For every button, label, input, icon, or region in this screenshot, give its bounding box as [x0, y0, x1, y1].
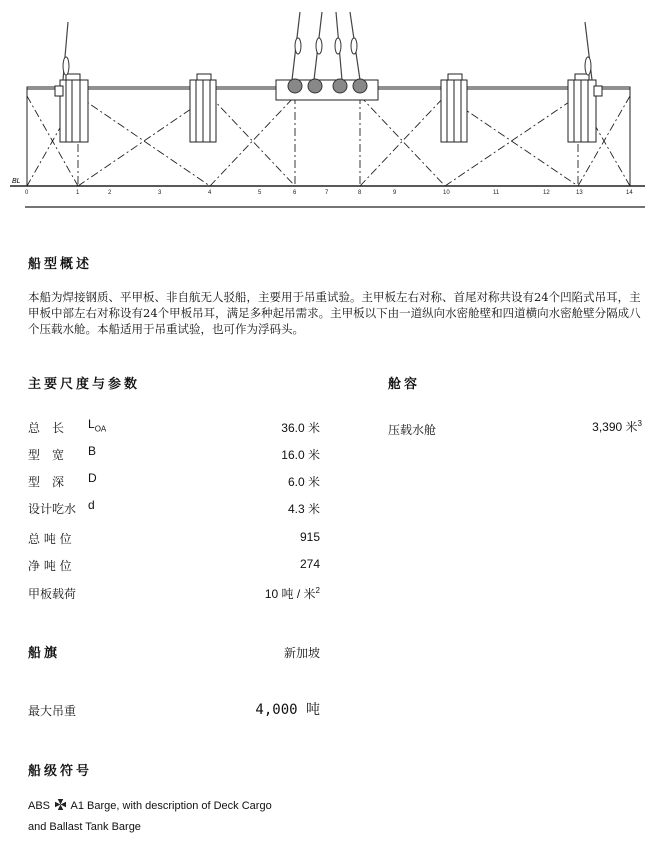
dimension-label: 型 深 — [28, 475, 65, 489]
lifting-lug-4 — [568, 74, 602, 142]
frame-number: 14 — [626, 190, 633, 196]
dimension-value: 36.0 米 — [281, 421, 320, 435]
class-line-1: ABS A1 Barge, with description of Deck Cargo — [28, 800, 272, 812]
frame-number: 6 — [293, 190, 297, 196]
dimensions-title: 主要尺度与参数 — [28, 377, 141, 392]
frame-number: 2 — [108, 190, 112, 196]
frame-number: 3 — [158, 190, 162, 196]
dimension-value: 10 吨 / 米$^2$ — [264, 586, 320, 601]
dimension-symbol: B — [88, 444, 97, 458]
max-lift-label: 最大吊重 — [28, 704, 77, 718]
dimension-symbol: d — [88, 498, 95, 512]
frame-number: 4 — [208, 190, 212, 196]
maltese-cross-icon — [55, 799, 66, 810]
class-line-2: and Ballast Tank Barge — [28, 821, 141, 833]
dimension-symbol: D — [88, 471, 97, 485]
frame-number: 8 — [358, 190, 362, 196]
max-lift-value: 4,000 吨 — [255, 702, 320, 718]
flag-value: 新加坡 — [283, 646, 320, 660]
lifting-lug-1 — [55, 74, 88, 142]
dimension-label: 总 长 — [28, 421, 65, 435]
frame-number: 5 — [258, 190, 262, 196]
dimension-label: 总 吨 位 — [28, 532, 72, 546]
dimension-value: 915 — [299, 530, 320, 544]
dimension-label: 甲板载荷 — [28, 587, 77, 601]
frame-number: 7 — [325, 190, 329, 196]
dimension-symbol: $L_{OA}$ — [88, 417, 107, 434]
overview-text: 本船为焊接钢质、平甲板、非自航无人驳船，主要用于吊重试验。主甲板左右对称、首尾对称共设有24个凹陷式吊耳，主甲板中部左右对称设有24个甲板吊耳，满足多种起吊需求。主甲板以下由一道纵向水密舱壁和四道横向水密舱壁分隔成八个压载水舱。本船适用于吊重试验，也可作为浮码头。 — [28, 290, 641, 336]
class-title: 船级符号 — [28, 764, 93, 779]
frame-number: 11 — [493, 190, 500, 196]
dimension-value: 6.0 米 — [287, 475, 320, 489]
hull-outline — [27, 87, 630, 186]
frame-number: 10 — [443, 190, 450, 196]
lifting-lug-3 — [441, 74, 467, 142]
barge-profile-drawing — [0, 0, 671, 215]
capacity-value: 3,390 米$^3$ — [592, 419, 642, 434]
frame-number: 13 — [576, 190, 583, 196]
dimension-label: 设计吃水 — [28, 502, 77, 516]
dimension-label: 型 宽 — [28, 448, 65, 462]
capacity-label: 压载水舱 — [388, 423, 437, 437]
frame-number: 0 — [25, 190, 29, 196]
overview-title: 船型概述 — [28, 257, 93, 272]
dimension-value: 16.0 米 — [281, 448, 320, 462]
baseline-label: BL — [12, 178, 21, 185]
dimension-value: 4.3 米 — [287, 502, 320, 516]
dimension-label: 净 吨 位 — [28, 559, 72, 573]
frame-number: 9 — [393, 190, 397, 196]
capacity-title: 舱容 — [388, 377, 421, 392]
frame-number: 1 — [76, 190, 80, 196]
dimension-value: 274 — [299, 557, 320, 571]
flag-title: 船旗 — [28, 646, 61, 661]
frame-number: 12 — [543, 190, 550, 196]
lifting-lug-2 — [190, 74, 216, 142]
